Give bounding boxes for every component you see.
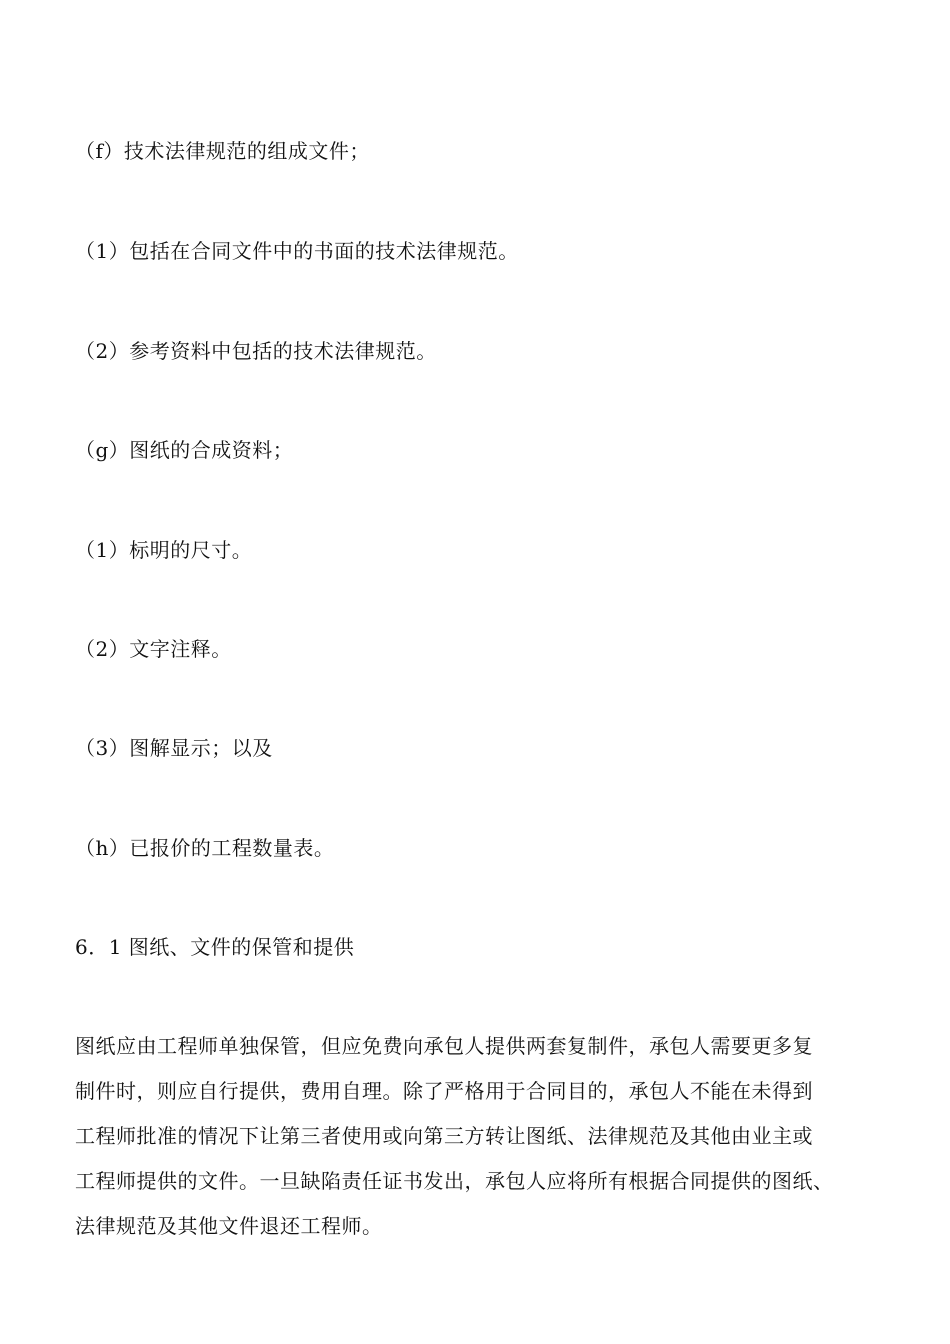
list-item: （2）参考资料中包括的技术法律规范。 <box>75 339 437 363</box>
list-item: （f）技术法律规范的组成文件； <box>75 139 370 163</box>
paragraph-line: 制件时，则应自行提供，费用自理。除了严格用于合同目的，承包人不能在未得到 <box>75 1079 813 1103</box>
list-item: （3）图解显示；以及 <box>75 736 273 760</box>
section-heading: 6．1 图纸、文件的保管和提供 <box>75 935 355 959</box>
list-item: （2）文字注释。 <box>75 637 232 661</box>
paragraph-line: 法律规范及其他文件退还工程师。 <box>75 1214 383 1238</box>
list-item: （g）图纸的合成资料； <box>75 438 294 462</box>
paragraph-line: 工程师批准的情况下让第三者使用或向第三方转让图纸、法律规范及其他由业主或 <box>75 1124 813 1148</box>
paragraph-line: 图纸应由工程师单独保管，但应免费向承包人提供两套复制件，承包人需要更多复 <box>75 1034 813 1058</box>
list-item: （h）已报价的工程数量表。 <box>75 836 335 860</box>
list-item: （1）标明的尺寸。 <box>75 538 253 562</box>
paragraph-line: 工程师提供的文件。一旦缺陷责任证书发出，承包人应将所有根据合同提供的图纸、 <box>75 1169 834 1193</box>
list-item: （1）包括在合同文件中的书面的技术法律规范。 <box>75 239 519 263</box>
body-paragraph <box>75 1024 885 1249</box>
